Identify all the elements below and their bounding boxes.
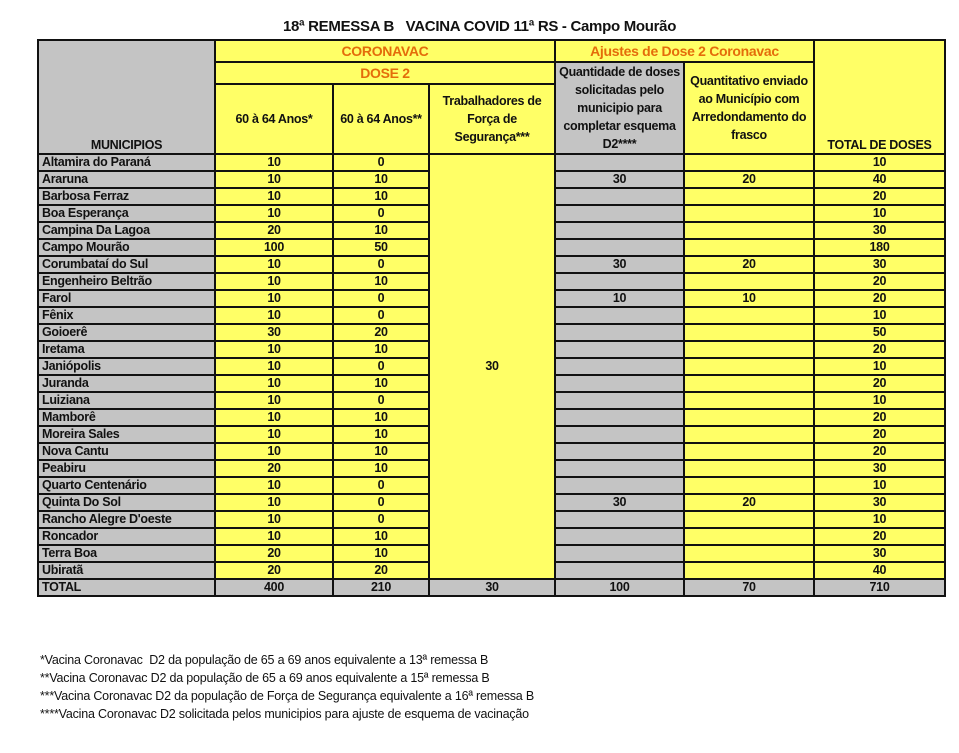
- dose-60-64-b-cell: 10: [333, 375, 429, 392]
- municipio-cell: Corumbataí do Sul: [38, 256, 215, 273]
- dose-60-64-b-cell: 0: [333, 511, 429, 528]
- quantitativo-enviado-cell: [684, 443, 814, 460]
- dose-60-64-b-cell: 10: [333, 528, 429, 545]
- dose-60-64-a-cell: 10: [215, 273, 333, 290]
- footnote-3: ***Vacina Coronavac D2 da população de Força de Segurança equivalente a 16ª remessa B: [40, 689, 534, 703]
- dose-60-64-b-cell: 20: [333, 562, 429, 579]
- municipio-cell: Juranda: [38, 375, 215, 392]
- dose-60-64-b-cell: 10: [333, 273, 429, 290]
- doses-solicitadas-cell: [555, 443, 684, 460]
- municipio-cell: Engenheiro Beltrão: [38, 273, 215, 290]
- total-doses-cell: 20: [814, 290, 945, 307]
- total-doses-cell: 10: [814, 477, 945, 494]
- municipio-cell: Rancho Alegre D'oeste: [38, 511, 215, 528]
- dose-60-64-b-cell: 10: [333, 545, 429, 562]
- dose-60-64-a-cell: 10: [215, 426, 333, 443]
- quantitativo-enviado-cell: [684, 324, 814, 341]
- quantitativo-enviado-cell: [684, 426, 814, 443]
- quantitativo-enviado-cell: [684, 341, 814, 358]
- total-doses-cell: 50: [814, 324, 945, 341]
- municipio-cell: Quinta Do Sol: [38, 494, 215, 511]
- municipio-cell: Ubiratã: [38, 562, 215, 579]
- dose-60-64-b-cell: 10: [333, 341, 429, 358]
- totals-row: [38, 579, 945, 596]
- municipio-cell: Nova Cantu: [38, 443, 215, 460]
- quantitativo-enviado-cell: [684, 222, 814, 239]
- header-group-coronavac: CORONAVAC: [215, 40, 555, 62]
- quantitativo-enviado-cell: 20: [684, 256, 814, 273]
- total-doses-cell: 10: [814, 358, 945, 375]
- header-dose2: DOSE 2: [215, 62, 555, 84]
- dose-60-64-a-cell: 10: [215, 171, 333, 188]
- header-60-64-b: 60 à 64 Anos**: [333, 84, 429, 154]
- quantitativo-enviado-cell: [684, 154, 814, 171]
- total-doses-cell: 180: [814, 239, 945, 256]
- quantitativo-enviado-cell: 20: [684, 171, 814, 188]
- dose-60-64-b-cell: 20: [333, 324, 429, 341]
- doses-solicitadas-cell: [555, 222, 684, 239]
- document-title: 18ª REMESSA B VACINA COVID 11ª RS - Campo Mourão: [282, 18, 677, 35]
- totals-label: TOTAL: [38, 579, 215, 596]
- dose-60-64-b-cell: 0: [333, 205, 429, 222]
- dose-60-64-b-cell: 0: [333, 256, 429, 273]
- totals-a: 400: [215, 579, 333, 596]
- total-doses-cell: 20: [814, 426, 945, 443]
- quantitativo-enviado-cell: [684, 358, 814, 375]
- totals-b: 210: [333, 579, 429, 596]
- dose-60-64-b-cell: 0: [333, 494, 429, 511]
- doses-solicitadas-cell: [555, 426, 684, 443]
- municipio-cell: Altamira do Paraná: [38, 154, 215, 171]
- footnotes: [40, 651, 534, 723]
- total-doses-cell: 10: [814, 511, 945, 528]
- doses-solicitadas-cell: [555, 154, 684, 171]
- header-60-64-a: 60 à 64 Anos*: [215, 84, 333, 154]
- dose-60-64-b-cell: 10: [333, 409, 429, 426]
- doses-solicitadas-cell: 30: [555, 256, 684, 273]
- totals-forca: 30: [429, 579, 555, 596]
- doses-solicitadas-cell: [555, 460, 684, 477]
- doses-solicitadas-cell: [555, 324, 684, 341]
- municipio-cell: Janiópolis: [38, 358, 215, 375]
- footnote-2: **Vacina Coronavac D2 da população de 65 a 69 anos equivalente a 15ª remessa B: [40, 671, 490, 685]
- doses-solicitadas-cell: [555, 358, 684, 375]
- header-municipios: MUNICIPIOS: [38, 40, 215, 154]
- dose-60-64-a-cell: 10: [215, 392, 333, 409]
- dose-60-64-b-cell: 10: [333, 222, 429, 239]
- municipio-cell: Luiziana: [38, 392, 215, 409]
- municipio-cell: Campo Mourão: [38, 239, 215, 256]
- dose-60-64-a-cell: 20: [215, 562, 333, 579]
- quantitativo-enviado-cell: 10: [684, 290, 814, 307]
- quantitativo-enviado-cell: [684, 562, 814, 579]
- municipio-cell: Goioerê: [38, 324, 215, 341]
- dose-60-64-a-cell: 10: [215, 494, 333, 511]
- dose-60-64-a-cell: 10: [215, 375, 333, 392]
- doses-solicitadas-cell: [555, 562, 684, 579]
- header-doses-solicitadas: Quantidade de doses solicitadas pelo municipio para completar esquema D2****: [555, 62, 684, 154]
- header-total-doses: TOTAL DE DOSES: [814, 40, 945, 154]
- dose-60-64-a-cell: 10: [215, 477, 333, 494]
- dose-60-64-a-cell: 10: [215, 188, 333, 205]
- municipio-cell: Fênix: [38, 307, 215, 324]
- quantitativo-enviado-cell: [684, 528, 814, 545]
- municipio-cell: Campina Da Lagoa: [38, 222, 215, 239]
- total-doses-cell: 20: [814, 341, 945, 358]
- dose-60-64-a-cell: 10: [215, 154, 333, 171]
- dose-60-64-b-cell: 0: [333, 307, 429, 324]
- totals-total: 710: [814, 579, 945, 596]
- header-group-ajustes: Ajustes de Dose 2 Coronavac: [555, 40, 814, 62]
- doses-solicitadas-cell: [555, 341, 684, 358]
- doses-solicitadas-cell: [555, 511, 684, 528]
- dose-60-64-b-cell: 10: [333, 171, 429, 188]
- quantitativo-enviado-cell: [684, 188, 814, 205]
- dose-60-64-a-cell: 10: [215, 409, 333, 426]
- dose-60-64-a-cell: 10: [215, 511, 333, 528]
- total-doses-cell: 30: [814, 222, 945, 239]
- dose-60-64-a-cell: 100: [215, 239, 333, 256]
- doses-solicitadas-cell: [555, 375, 684, 392]
- quantitativo-enviado-cell: [684, 545, 814, 562]
- footnote-1: *Vacina Coronavac D2 da população de 65 a 69 anos equivalente a 13ª remessa B: [40, 653, 489, 667]
- doses-solicitadas-cell: [555, 307, 684, 324]
- header-forca-seguranca: Trabalhadores de Força de Segurança***: [429, 84, 555, 154]
- dose-60-64-a-cell: 10: [215, 358, 333, 375]
- vaccine-distribution-table: [37, 39, 946, 597]
- header-quantitativo-enviado: Quantitativo enviado ao Município com Arredondamento do frasco: [684, 62, 814, 154]
- quantitativo-enviado-cell: [684, 511, 814, 528]
- doses-solicitadas-cell: 10: [555, 290, 684, 307]
- total-doses-cell: 30: [814, 256, 945, 273]
- dose-60-64-b-cell: 10: [333, 188, 429, 205]
- dose-60-64-b-cell: 10: [333, 443, 429, 460]
- municipio-cell: Quarto Centenário: [38, 477, 215, 494]
- total-doses-cell: 30: [814, 494, 945, 511]
- total-doses-cell: 40: [814, 562, 945, 579]
- forca-seguranca-merged-cell: 30: [429, 154, 555, 579]
- municipio-cell: Mamborê: [38, 409, 215, 426]
- municipio-cell: Moreira Sales: [38, 426, 215, 443]
- municipio-cell: Iretama: [38, 341, 215, 358]
- dose-60-64-b-cell: 10: [333, 460, 429, 477]
- dose-60-64-b-cell: 0: [333, 290, 429, 307]
- municipio-cell: Roncador: [38, 528, 215, 545]
- doses-solicitadas-cell: [555, 409, 684, 426]
- total-doses-cell: 40: [814, 171, 945, 188]
- dose-60-64-a-cell: 20: [215, 222, 333, 239]
- municipio-cell: Boa Esperança: [38, 205, 215, 222]
- quantitativo-enviado-cell: [684, 392, 814, 409]
- dose-60-64-a-cell: 10: [215, 443, 333, 460]
- doses-solicitadas-cell: [555, 477, 684, 494]
- quantitativo-enviado-cell: 20: [684, 494, 814, 511]
- total-doses-cell: 20: [814, 409, 945, 426]
- doses-solicitadas-cell: 30: [555, 494, 684, 511]
- total-doses-cell: 10: [814, 392, 945, 409]
- dose-60-64-a-cell: 30: [215, 324, 333, 341]
- totals-enviado: 70: [684, 579, 814, 596]
- total-doses-cell: 20: [814, 273, 945, 290]
- footnote-4: ****Vacina Coronavac D2 solicitada pelos municipios para ajuste de esquema de vacinação: [40, 707, 529, 721]
- dose-60-64-b-cell: 10: [333, 426, 429, 443]
- total-doses-cell: 30: [814, 545, 945, 562]
- quantitativo-enviado-cell: [684, 477, 814, 494]
- dose-60-64-b-cell: 50: [333, 239, 429, 256]
- doses-solicitadas-cell: [555, 273, 684, 290]
- total-doses-cell: 20: [814, 443, 945, 460]
- table-row: [38, 154, 945, 171]
- doses-solicitadas-cell: [555, 239, 684, 256]
- total-doses-cell: 10: [814, 154, 945, 171]
- total-doses-cell: 10: [814, 205, 945, 222]
- dose-60-64-a-cell: 10: [215, 528, 333, 545]
- doses-solicitadas-cell: [555, 392, 684, 409]
- quantitativo-enviado-cell: [684, 273, 814, 290]
- quantitativo-enviado-cell: [684, 205, 814, 222]
- dose-60-64-b-cell: 0: [333, 392, 429, 409]
- total-doses-cell: 20: [814, 188, 945, 205]
- doses-solicitadas-cell: [555, 545, 684, 562]
- quantitativo-enviado-cell: [684, 239, 814, 256]
- dose-60-64-b-cell: 0: [333, 477, 429, 494]
- dose-60-64-b-cell: 0: [333, 154, 429, 171]
- doses-solicitadas-cell: [555, 188, 684, 205]
- dose-60-64-a-cell: 10: [215, 341, 333, 358]
- dose-60-64-a-cell: 20: [215, 460, 333, 477]
- municipio-cell: Peabiru: [38, 460, 215, 477]
- doses-solicitadas-cell: [555, 205, 684, 222]
- quantitativo-enviado-cell: [684, 375, 814, 392]
- total-doses-cell: 10: [814, 307, 945, 324]
- dose-60-64-a-cell: 10: [215, 205, 333, 222]
- dose-60-64-a-cell: 10: [215, 256, 333, 273]
- total-doses-cell: 20: [814, 528, 945, 545]
- dose-60-64-b-cell: 0: [333, 358, 429, 375]
- dose-60-64-a-cell: 20: [215, 545, 333, 562]
- municipio-cell: Araruna: [38, 171, 215, 188]
- municipio-cell: Terra Boa: [38, 545, 215, 562]
- doses-solicitadas-cell: 30: [555, 171, 684, 188]
- municipio-cell: Barbosa Ferraz: [38, 188, 215, 205]
- dose-60-64-a-cell: 10: [215, 290, 333, 307]
- quantitativo-enviado-cell: [684, 409, 814, 426]
- doses-solicitadas-cell: [555, 528, 684, 545]
- quantitativo-enviado-cell: [684, 460, 814, 477]
- dose-60-64-a-cell: 10: [215, 307, 333, 324]
- quantitativo-enviado-cell: [684, 307, 814, 324]
- municipio-cell: Farol: [38, 290, 215, 307]
- total-doses-cell: 30: [814, 460, 945, 477]
- totals-solicitadas: 100: [555, 579, 684, 596]
- total-doses-cell: 20: [814, 375, 945, 392]
